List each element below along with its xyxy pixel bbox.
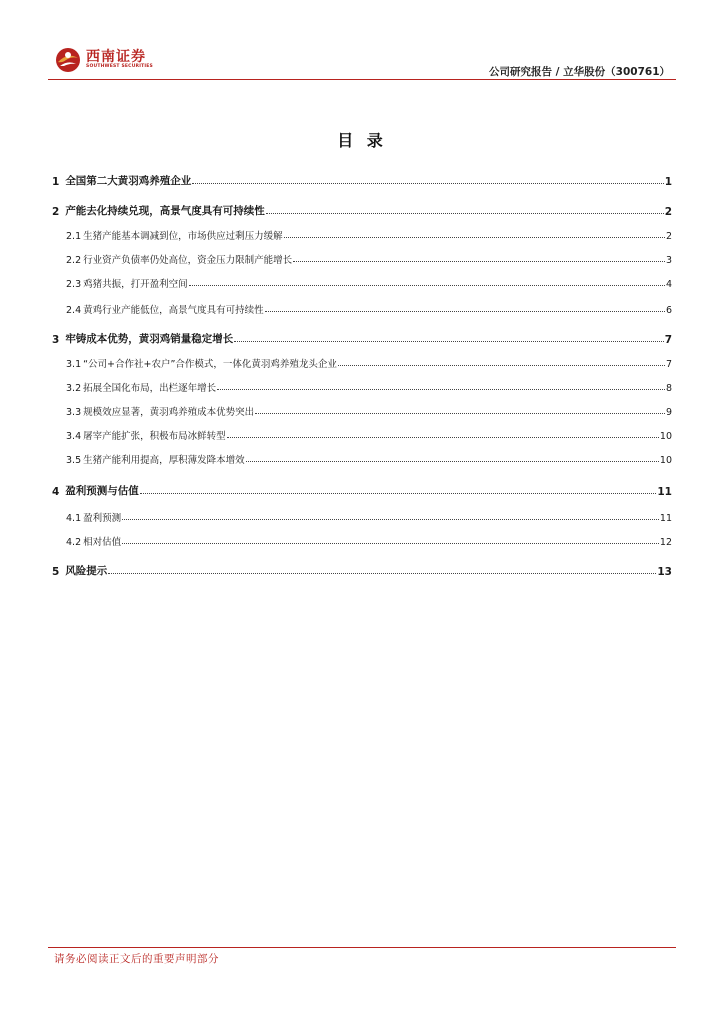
toc-entry-title: 盈利预测 bbox=[83, 513, 122, 524]
toc-entry-title: 盈利预测与估值 bbox=[65, 485, 139, 497]
toc-entry-number: 2.4 bbox=[66, 305, 82, 316]
toc-entry-page: 13 bbox=[657, 566, 672, 578]
toc-entry-page: 10 bbox=[659, 455, 672, 466]
toc-dot-leader bbox=[217, 389, 665, 390]
toc-entry-title: 全国第二大黄羽鸡养殖企业 bbox=[65, 175, 192, 187]
toc-entry[interactable] bbox=[52, 330, 672, 346]
toc-dot-leader bbox=[227, 437, 659, 438]
toc-entry-number: 1 bbox=[52, 176, 60, 188]
toc-dot-leader bbox=[246, 461, 659, 462]
toc-entry-title: 拓展全国化布局，出栏逐年增长 bbox=[83, 383, 217, 394]
toc-dot-leader bbox=[338, 365, 665, 366]
toc-entry-page: 1 bbox=[664, 176, 672, 188]
toc-entry-title: 相对估值 bbox=[83, 537, 122, 548]
toc-dot-leader bbox=[293, 261, 665, 262]
toc-entry-page: 9 bbox=[665, 407, 672, 418]
header-divider bbox=[48, 79, 676, 80]
toc-entry-page: 7 bbox=[664, 334, 672, 346]
toc-entry-number: 3 bbox=[52, 334, 60, 346]
report-meta: 公司研究报告 / 立华股份（300761） bbox=[489, 66, 670, 78]
toc-entry[interactable] bbox=[52, 508, 672, 524]
toc-entry-title: 产能去化持续兑现，高景气度具有可持续性 bbox=[65, 205, 265, 217]
toc-entry[interactable] bbox=[52, 378, 672, 394]
toc-entry-number: 3.3 bbox=[66, 407, 82, 418]
toc-entry-title: 黄鸡行业产能低位，高景气度具有可持续性 bbox=[83, 305, 264, 316]
toc-dot-leader bbox=[255, 413, 665, 414]
toc-dot-leader bbox=[234, 341, 663, 342]
toc-entry-page: 11 bbox=[659, 513, 672, 524]
toc-dot-leader bbox=[284, 237, 665, 238]
company-logo bbox=[54, 46, 164, 74]
toc-entry-page: 4 bbox=[665, 279, 672, 290]
toc-entry[interactable] bbox=[52, 226, 672, 242]
page-header bbox=[0, 0, 724, 82]
toc-entry-number: 5 bbox=[52, 566, 60, 578]
toc-entry-page: 7 bbox=[665, 359, 672, 370]
toc-dot-leader bbox=[265, 311, 665, 312]
toc-entry[interactable] bbox=[52, 402, 672, 418]
toc-entry-number: 3.2 bbox=[66, 383, 82, 394]
toc-entry-page: 3 bbox=[665, 255, 672, 266]
toc-entry-number: 4 bbox=[52, 486, 60, 498]
toc-entry[interactable] bbox=[52, 274, 672, 290]
toc-entry-title: 鸡猪共振，打开盈利空间 bbox=[83, 279, 188, 290]
toc-entry[interactable] bbox=[52, 250, 672, 266]
toc-entry[interactable] bbox=[52, 482, 672, 498]
toc-entry[interactable] bbox=[52, 426, 672, 442]
toc-entry[interactable] bbox=[52, 300, 672, 316]
toc-entry-page: 6 bbox=[665, 305, 672, 316]
toc-entry-title: 风险提示 bbox=[65, 565, 108, 577]
toc-entry-page: 11 bbox=[657, 486, 672, 498]
toc-dot-leader bbox=[122, 519, 659, 520]
logo-chinese-name: 西南证券 bbox=[86, 49, 146, 65]
toc-entry-page: 2 bbox=[664, 206, 672, 218]
toc-entry-title: 牢铸成本优势，黄羽鸡销量稳定增长 bbox=[65, 333, 234, 345]
toc-dot-leader bbox=[122, 543, 659, 544]
toc-entry-number: 3.4 bbox=[66, 431, 82, 442]
toc-dot-leader bbox=[140, 493, 657, 494]
toc-entry[interactable] bbox=[52, 532, 672, 548]
toc-entry-number: 2.2 bbox=[66, 255, 82, 266]
toc-entry-title: 生猪产能基本调减到位，市场供应过剩压力缓解 bbox=[83, 231, 283, 242]
toc-dot-leader bbox=[189, 285, 665, 286]
toc-entry-number: 3.5 bbox=[66, 455, 82, 466]
toc-entry-number: 4.2 bbox=[66, 537, 82, 548]
toc-entry-title: 行业资产负债率仍处高位，资金压力限制产能增长 bbox=[83, 255, 293, 266]
footer-disclaimer: 请务必阅读正文后的重要声明部分 bbox=[54, 953, 219, 965]
toc-entry-page: 2 bbox=[665, 231, 672, 242]
toc-entry[interactable] bbox=[52, 562, 672, 578]
toc-entry-page: 8 bbox=[665, 383, 672, 394]
logo-english-name: SOUTHWEST SECURITIES bbox=[86, 64, 153, 69]
toc-entry-page: 10 bbox=[659, 431, 672, 442]
toc-entry-title: 屠宰产能扩张，积极布局冰鲜转型 bbox=[83, 431, 226, 442]
southwest-securities-logo-icon bbox=[54, 46, 82, 74]
toc-dot-leader bbox=[192, 183, 663, 184]
toc-entry[interactable] bbox=[52, 450, 672, 466]
toc-entry-title: 生猪产能利用提高，厚积薄发降本增效 bbox=[83, 455, 245, 466]
toc-title: 目 录 bbox=[337, 131, 387, 150]
toc-entry-number: 2.1 bbox=[66, 231, 82, 242]
toc-entry[interactable] bbox=[52, 202, 672, 218]
toc-entry-title: 规模效应显著，黄羽鸡养殖成本优势突出 bbox=[83, 407, 255, 418]
toc-dot-leader bbox=[108, 573, 656, 574]
toc-entry-number: 3.1 bbox=[66, 359, 82, 370]
footer-divider bbox=[48, 947, 676, 948]
toc-entry[interactable] bbox=[52, 354, 672, 370]
toc-entry-number: 4.1 bbox=[66, 513, 82, 524]
toc-entry-number: 2.3 bbox=[66, 279, 82, 290]
toc-entry-page: 12 bbox=[659, 537, 672, 548]
toc-dot-leader bbox=[266, 213, 664, 214]
toc-entry-title: “公司+合作社+农户”合作模式，一体化黄羽鸡养殖龙头企业 bbox=[83, 359, 337, 370]
toc-entry-number: 2 bbox=[52, 206, 60, 218]
toc-entry[interactable] bbox=[52, 172, 672, 188]
